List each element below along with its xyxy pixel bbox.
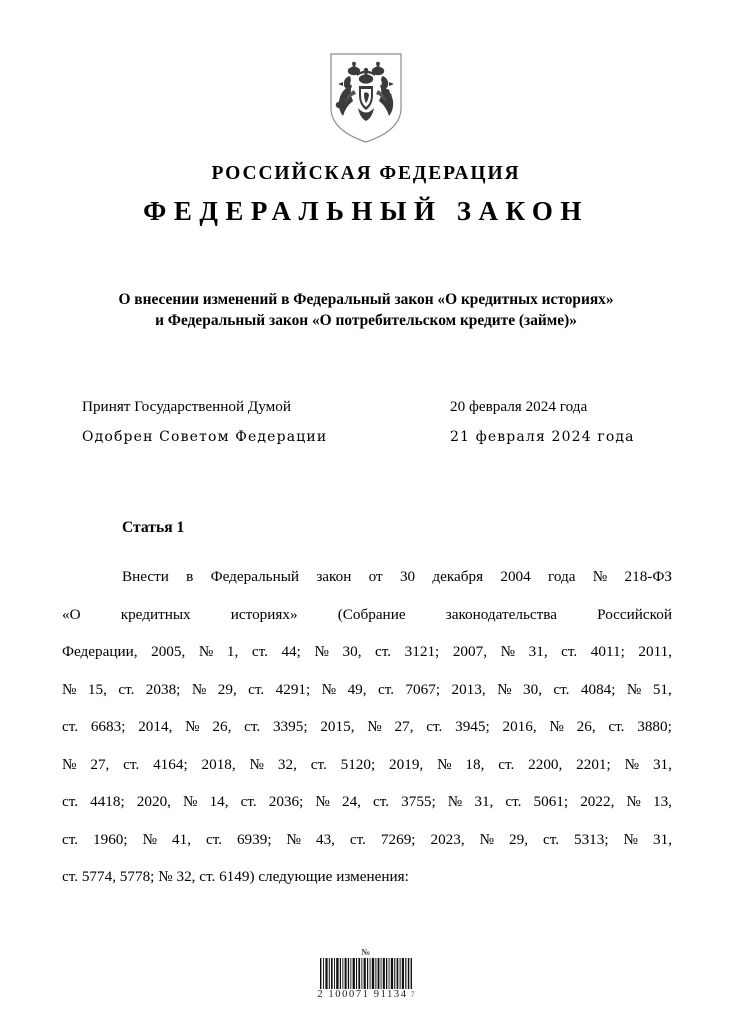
document-title (66, 289, 666, 331)
body-line: ст. 4418; 2020, № 14, ст. 2036; № 24, ст. 3755; № 31, ст. 5061; 2022, № 13, (62, 793, 672, 810)
adoption-date-council: 21 февраля 2024 года (450, 429, 635, 445)
adoption-authority-council: Одобрен Советом Федерации (82, 429, 328, 445)
article-body (62, 558, 672, 896)
body-line: ст. 1960; № 41, ст. 6939; № 43, ст. 7269; 2023, № 29, ст. 5313; № 31, (62, 830, 672, 848)
country-line: РОССИЙСКАЯ ФЕДЕРАЦИЯ (211, 163, 521, 184)
body-line: «О кредитных историях» (Собрание законодательства Российской (62, 605, 672, 623)
body-line: № 15, ст. 2038; № 29, ст. 4291; № 49, ст. 7067; 2013, № 30, ст. 4084; № 51, (62, 680, 672, 698)
barcode-digits: 2 100071 91134 (317, 989, 408, 1000)
adoption-row-duma (82, 398, 650, 429)
body-line: Федерации, 2005, № 1, ст. 44; № 30, ст. 3121; 2007, № 31, ст. 4011; 2011, (62, 643, 672, 660)
barcode-check-digit: 7 (410, 990, 415, 999)
barcode-mark: № (361, 947, 371, 957)
adoption-authority-duma: Принят Государственной Думой (82, 398, 291, 415)
emblem-container (0, 52, 732, 144)
adoption-row-council (82, 429, 650, 460)
body-line: Внести в Федеральный закон от 30 декабря 2004 года № 218-ФЗ (122, 568, 672, 585)
body-line: № 27, ст. 4164; 2018, № 32, ст. 5120; 2019, № 18, ст. 2200, 2201; № 31, (62, 755, 672, 773)
document-title-line-2: и Федеральный закон «О потребительском кредите (займе)» (155, 312, 577, 329)
barcode-number-row (317, 989, 414, 1001)
body-line: ст. 6683; 2014, № 26, ст. 3395; 2015, № 27, ст. 3945; 2016, № 26, ст. 3880; (62, 718, 672, 735)
article-heading: Статья 1 (122, 519, 185, 536)
document-type-heading: ФЕДЕРАЛЬНЫЙ ЗАКОН (143, 196, 589, 226)
barcode-image (318, 958, 414, 989)
russian-coat-of-arms-icon (328, 52, 404, 144)
document-title-line-1: О внесении изменений в Федеральный закон «О кредитных историях» (118, 291, 614, 308)
adoption-date-duma: 20 февраля 2024 года (450, 398, 588, 415)
barcode-block (0, 948, 732, 1001)
body-line-last: ст. 5774, 5778; № 32, ст. 6149) следующие изменения: (62, 868, 409, 885)
adoption-block (82, 398, 650, 460)
